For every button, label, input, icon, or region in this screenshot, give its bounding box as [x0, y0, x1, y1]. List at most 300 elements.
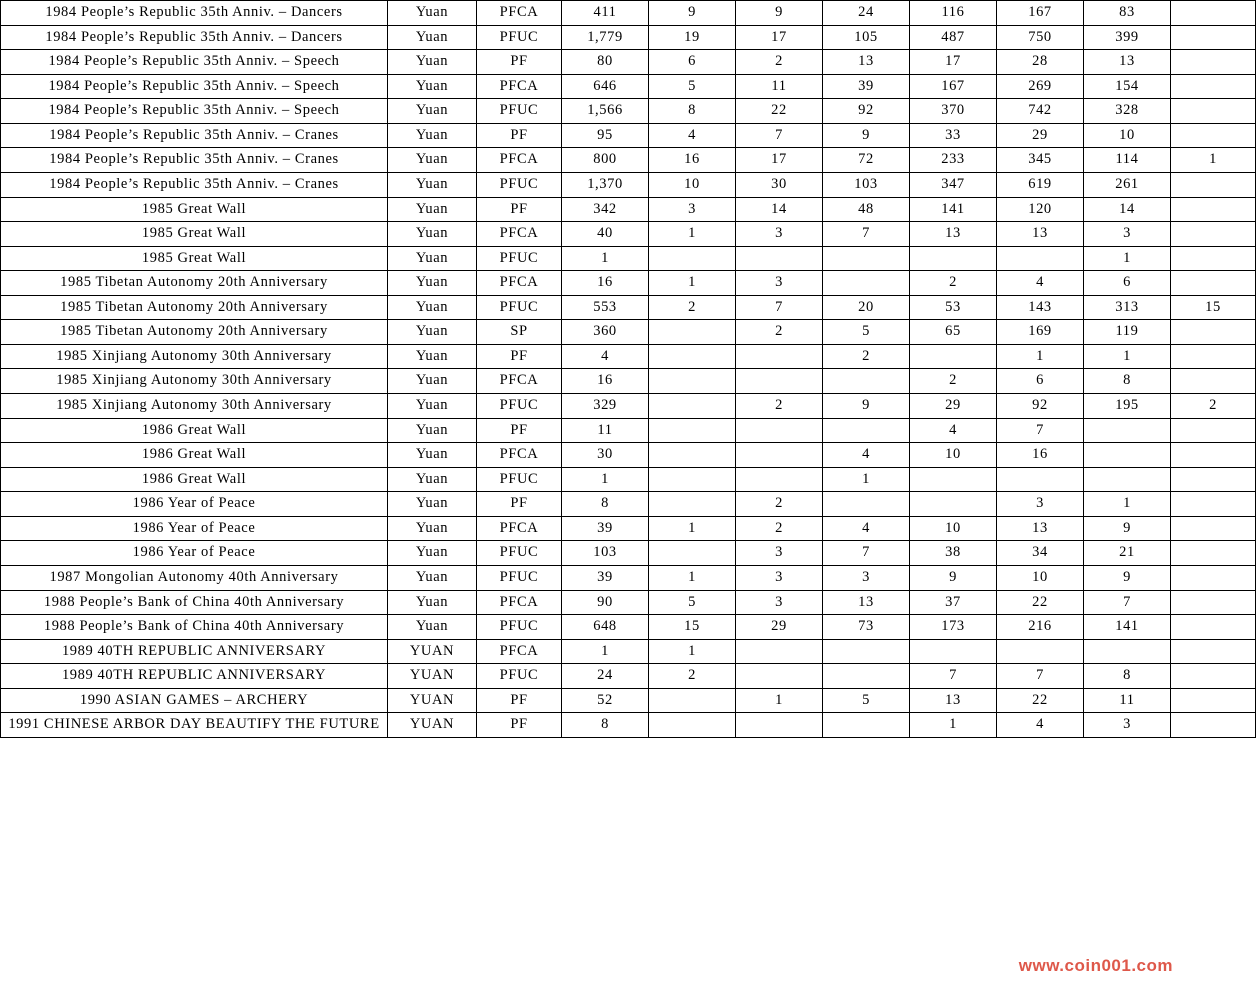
cell-name: 1985 Tibetan Autonomy 20th Anniversary [1, 271, 388, 296]
table-row [1, 271, 1256, 296]
cell-total: 39 [562, 565, 649, 590]
cell-col5: 619 [997, 172, 1084, 197]
cell-col6 [1084, 467, 1171, 492]
cell-total: 553 [562, 295, 649, 320]
cell-col7 [1171, 172, 1256, 197]
cell-denomination: Yuan [388, 320, 477, 345]
cell-col1 [649, 492, 736, 517]
cell-col2: 7 [736, 123, 823, 148]
table-row [1, 246, 1256, 271]
cell-col5: 34 [997, 541, 1084, 566]
cell-col6: 9 [1084, 516, 1171, 541]
cell-denomination: Yuan [388, 565, 477, 590]
cell-col4 [910, 344, 997, 369]
cell-denomination: Yuan [388, 418, 477, 443]
cell-col4: 233 [910, 148, 997, 173]
table-row [1, 639, 1256, 664]
table-row [1, 467, 1256, 492]
cell-grade: PFCA [477, 74, 562, 99]
table-row [1, 541, 1256, 566]
cell-col3: 105 [823, 25, 910, 50]
cell-total: 1,779 [562, 25, 649, 50]
cell-col7 [1171, 541, 1256, 566]
cell-col7 [1171, 344, 1256, 369]
cell-col5: 4 [997, 271, 1084, 296]
cell-col5: 167 [997, 1, 1084, 26]
cell-col1: 1 [649, 516, 736, 541]
cell-denomination: Yuan [388, 172, 477, 197]
cell-name: 1988 People’s Bank of China 40th Anniversary [1, 615, 388, 640]
cell-col6: 141 [1084, 615, 1171, 640]
cell-col2: 7 [736, 295, 823, 320]
cell-name: 1985 Great Wall [1, 197, 388, 222]
cell-col2: 2 [736, 320, 823, 345]
cell-name: 1984 People’s Republic 35th Anniv. – Speech [1, 99, 388, 124]
cell-name: 1988 People’s Bank of China 40th Anniversary [1, 590, 388, 615]
table-row [1, 713, 1256, 738]
cell-col3: 103 [823, 172, 910, 197]
cell-col2: 3 [736, 541, 823, 566]
cell-denomination: YUAN [388, 713, 477, 738]
cell-total: 360 [562, 320, 649, 345]
cell-col4: 487 [910, 25, 997, 50]
cell-grade: PFCA [477, 369, 562, 394]
cell-total: 11 [562, 418, 649, 443]
cell-name: 1986 Year of Peace [1, 516, 388, 541]
cell-col5: 10 [997, 565, 1084, 590]
cell-col1 [649, 418, 736, 443]
cell-col2 [736, 664, 823, 689]
cell-col7 [1171, 369, 1256, 394]
cell-denomination: YUAN [388, 664, 477, 689]
cell-col5: 22 [997, 590, 1084, 615]
cell-col3: 92 [823, 99, 910, 124]
cell-total: 800 [562, 148, 649, 173]
cell-col4: 65 [910, 320, 997, 345]
table-row [1, 344, 1256, 369]
cell-col1 [649, 320, 736, 345]
cell-denomination: Yuan [388, 222, 477, 247]
cell-col7 [1171, 271, 1256, 296]
cell-total: 16 [562, 369, 649, 394]
cell-name: 1985 Great Wall [1, 246, 388, 271]
cell-col4: 370 [910, 99, 997, 124]
cell-col4: 9 [910, 565, 997, 590]
cell-grade: PFUC [477, 99, 562, 124]
cell-col6: 3 [1084, 713, 1171, 738]
cell-total: 80 [562, 50, 649, 75]
cell-grade: SP [477, 320, 562, 345]
cell-col3: 24 [823, 1, 910, 26]
cell-col7 [1171, 467, 1256, 492]
cell-total: 329 [562, 394, 649, 419]
table-row [1, 1, 1256, 26]
cell-col3: 72 [823, 148, 910, 173]
cell-col4: 29 [910, 394, 997, 419]
cell-col4: 116 [910, 1, 997, 26]
cell-denomination: Yuan [388, 1, 477, 26]
cell-grade: PF [477, 418, 562, 443]
cell-col3 [823, 664, 910, 689]
cell-col1: 5 [649, 590, 736, 615]
cell-denomination: Yuan [388, 50, 477, 75]
cell-col1: 16 [649, 148, 736, 173]
cell-col5: 28 [997, 50, 1084, 75]
cell-name: 1984 People’s Republic 35th Anniv. – Dancers [1, 1, 388, 26]
cell-total: 52 [562, 688, 649, 713]
table-row [1, 99, 1256, 124]
cell-col1 [649, 394, 736, 419]
cell-denomination: Yuan [388, 394, 477, 419]
cell-col5: 16 [997, 443, 1084, 468]
cell-total: 103 [562, 541, 649, 566]
cell-denomination: Yuan [388, 99, 477, 124]
cell-col7 [1171, 664, 1256, 689]
cell-col3: 20 [823, 295, 910, 320]
cell-col4: 7 [910, 664, 997, 689]
cell-total: 4 [562, 344, 649, 369]
cell-total: 342 [562, 197, 649, 222]
cell-col2 [736, 467, 823, 492]
cell-total: 90 [562, 590, 649, 615]
cell-col1: 1 [649, 222, 736, 247]
cell-grade: PFCA [477, 222, 562, 247]
cell-col7 [1171, 443, 1256, 468]
cell-grade: PFUC [477, 615, 562, 640]
cell-denomination: Yuan [388, 25, 477, 50]
table-row [1, 615, 1256, 640]
table-row [1, 320, 1256, 345]
table-row [1, 197, 1256, 222]
cell-col3: 5 [823, 320, 910, 345]
cell-col3 [823, 246, 910, 271]
cell-col6: 1 [1084, 492, 1171, 517]
cell-grade: PFCA [477, 148, 562, 173]
cell-name: 1984 People’s Republic 35th Anniv. – Speech [1, 74, 388, 99]
cell-col7 [1171, 50, 1256, 75]
cell-col4 [910, 467, 997, 492]
cell-col2 [736, 246, 823, 271]
cell-col3: 13 [823, 590, 910, 615]
cell-col6: 114 [1084, 148, 1171, 173]
cell-col4: 13 [910, 688, 997, 713]
cell-col6: 313 [1084, 295, 1171, 320]
cell-total: 648 [562, 615, 649, 640]
cell-col3: 2 [823, 344, 910, 369]
table-row [1, 688, 1256, 713]
cell-name: 1989 40TH REPUBLIC ANNIVERSARY [1, 664, 388, 689]
cell-grade: PFCA [477, 271, 562, 296]
cell-col4: 167 [910, 74, 997, 99]
cell-col3 [823, 492, 910, 517]
cell-col1: 1 [649, 565, 736, 590]
cell-col4: 38 [910, 541, 997, 566]
cell-grade: PFUC [477, 664, 562, 689]
cell-col4: 347 [910, 172, 997, 197]
cell-col2: 1 [736, 688, 823, 713]
cell-col3: 4 [823, 516, 910, 541]
cell-col5: 4 [997, 713, 1084, 738]
cell-col3 [823, 713, 910, 738]
cell-col5: 13 [997, 222, 1084, 247]
cell-col2: 22 [736, 99, 823, 124]
cell-grade: PFCA [477, 443, 562, 468]
cell-col1 [649, 246, 736, 271]
table-row [1, 148, 1256, 173]
cell-col4: 141 [910, 197, 997, 222]
cell-col2 [736, 418, 823, 443]
cell-name: 1985 Great Wall [1, 222, 388, 247]
cell-col3: 9 [823, 394, 910, 419]
cell-denomination: Yuan [388, 197, 477, 222]
cell-col4: 13 [910, 222, 997, 247]
cell-grade: PF [477, 50, 562, 75]
cell-col1: 2 [649, 295, 736, 320]
cell-col1: 19 [649, 25, 736, 50]
cell-col5: 92 [997, 394, 1084, 419]
table-row [1, 50, 1256, 75]
cell-name: 1987 Mongolian Autonomy 40th Anniversary [1, 565, 388, 590]
cell-col6: 8 [1084, 664, 1171, 689]
cell-col1: 1 [649, 639, 736, 664]
cell-col2: 3 [736, 565, 823, 590]
cell-col7 [1171, 197, 1256, 222]
cell-col5: 120 [997, 197, 1084, 222]
cell-denomination: Yuan [388, 74, 477, 99]
cell-col4 [910, 246, 997, 271]
table-row [1, 516, 1256, 541]
cell-name: 1990 ASIAN GAMES – ARCHERY [1, 688, 388, 713]
cell-name: 1986 Year of Peace [1, 492, 388, 517]
cell-name: 1986 Great Wall [1, 443, 388, 468]
cell-grade: PFUC [477, 565, 562, 590]
cell-col2: 3 [736, 271, 823, 296]
cell-col7 [1171, 123, 1256, 148]
cell-col7 [1171, 615, 1256, 640]
cell-col5 [997, 246, 1084, 271]
cell-col7 [1171, 74, 1256, 99]
cell-col7 [1171, 639, 1256, 664]
cell-name: 1986 Great Wall [1, 467, 388, 492]
cell-col3: 5 [823, 688, 910, 713]
cell-col5: 29 [997, 123, 1084, 148]
cell-col2: 11 [736, 74, 823, 99]
cell-total: 95 [562, 123, 649, 148]
table-row [1, 418, 1256, 443]
cell-col2: 2 [736, 492, 823, 517]
cell-denomination: Yuan [388, 590, 477, 615]
cell-total: 1,370 [562, 172, 649, 197]
cell-total: 8 [562, 492, 649, 517]
cell-col4: 2 [910, 271, 997, 296]
cell-name: 1985 Tibetan Autonomy 20th Anniversary [1, 320, 388, 345]
cell-col1: 8 [649, 99, 736, 124]
cell-col6: 83 [1084, 1, 1171, 26]
cell-col2: 9 [736, 1, 823, 26]
cell-col5: 13 [997, 516, 1084, 541]
cell-col5: 1 [997, 344, 1084, 369]
cell-col5: 345 [997, 148, 1084, 173]
table-row [1, 369, 1256, 394]
cell-col1 [649, 344, 736, 369]
table-row [1, 123, 1256, 148]
cell-col2 [736, 639, 823, 664]
cell-col6: 8 [1084, 369, 1171, 394]
cell-col5: 7 [997, 418, 1084, 443]
cell-col4: 4 [910, 418, 997, 443]
cell-col2 [736, 443, 823, 468]
cell-total: 30 [562, 443, 649, 468]
cell-col7 [1171, 492, 1256, 517]
cell-col2: 29 [736, 615, 823, 640]
cell-grade: PFUC [477, 246, 562, 271]
cell-col2: 30 [736, 172, 823, 197]
cell-col4: 173 [910, 615, 997, 640]
cell-name: 1986 Year of Peace [1, 541, 388, 566]
cell-denomination: Yuan [388, 615, 477, 640]
cell-total: 411 [562, 1, 649, 26]
cell-total: 1 [562, 639, 649, 664]
cell-name: 1984 People’s Republic 35th Anniv. – Speech [1, 50, 388, 75]
cell-col7 [1171, 418, 1256, 443]
cell-col6: 1 [1084, 344, 1171, 369]
cell-col6: 9 [1084, 565, 1171, 590]
cell-col7 [1171, 713, 1256, 738]
cell-col6: 7 [1084, 590, 1171, 615]
table-row [1, 443, 1256, 468]
cell-grade: PFUC [477, 295, 562, 320]
cell-total: 40 [562, 222, 649, 247]
cell-col2 [736, 369, 823, 394]
cell-col7 [1171, 246, 1256, 271]
table-row [1, 492, 1256, 517]
cell-denomination: Yuan [388, 246, 477, 271]
cell-col6 [1084, 639, 1171, 664]
cell-col6 [1084, 443, 1171, 468]
cell-name: 1985 Xinjiang Autonomy 30th Anniversary [1, 369, 388, 394]
cell-grade: PF [477, 344, 562, 369]
cell-col7: 15 [1171, 295, 1256, 320]
cell-col1 [649, 688, 736, 713]
cell-col6: 10 [1084, 123, 1171, 148]
cell-total: 1 [562, 246, 649, 271]
cell-col7: 1 [1171, 148, 1256, 173]
cell-total: 1 [562, 467, 649, 492]
cell-denomination: Yuan [388, 467, 477, 492]
cell-grade: PF [477, 123, 562, 148]
cell-col1: 3 [649, 197, 736, 222]
cell-col3: 39 [823, 74, 910, 99]
cell-col1 [649, 467, 736, 492]
cell-col3 [823, 271, 910, 296]
cell-total: 1,566 [562, 99, 649, 124]
cell-denomination: Yuan [388, 492, 477, 517]
cell-col6: 328 [1084, 99, 1171, 124]
cell-col7 [1171, 516, 1256, 541]
cell-grade: PF [477, 713, 562, 738]
cell-col6: 195 [1084, 394, 1171, 419]
cell-col1 [649, 541, 736, 566]
table-row [1, 222, 1256, 247]
cell-denomination: Yuan [388, 123, 477, 148]
cell-col1 [649, 369, 736, 394]
cell-col6: 1 [1084, 246, 1171, 271]
cell-col3 [823, 369, 910, 394]
cell-col1: 4 [649, 123, 736, 148]
cell-grade: PFUC [477, 25, 562, 50]
table-row [1, 664, 1256, 689]
cell-col7 [1171, 25, 1256, 50]
cell-col7 [1171, 565, 1256, 590]
cell-denomination: Yuan [388, 443, 477, 468]
cell-col2: 2 [736, 516, 823, 541]
cell-total: 646 [562, 74, 649, 99]
cell-col3: 48 [823, 197, 910, 222]
cell-col4: 33 [910, 123, 997, 148]
cell-col1: 2 [649, 664, 736, 689]
cell-col2: 14 [736, 197, 823, 222]
cell-col3: 73 [823, 615, 910, 640]
cell-col1: 6 [649, 50, 736, 75]
table-row [1, 295, 1256, 320]
cell-total: 16 [562, 271, 649, 296]
cell-col1: 9 [649, 1, 736, 26]
cell-col5 [997, 639, 1084, 664]
cell-col5: 143 [997, 295, 1084, 320]
cell-col3 [823, 639, 910, 664]
cell-col3: 7 [823, 541, 910, 566]
cell-col2: 2 [736, 394, 823, 419]
cell-name: 1984 People’s Republic 35th Anniv. – Cranes [1, 172, 388, 197]
cell-col5 [997, 467, 1084, 492]
cell-name: 1984 People’s Republic 35th Anniv. – Cranes [1, 123, 388, 148]
cell-col3: 9 [823, 123, 910, 148]
cell-col6: 6 [1084, 271, 1171, 296]
watermark-text: www.coin001.com [1018, 956, 1173, 975]
cell-col2: 2 [736, 50, 823, 75]
cell-grade: PFCA [477, 1, 562, 26]
cell-name: 1985 Xinjiang Autonomy 30th Anniversary [1, 394, 388, 419]
cell-col3: 3 [823, 565, 910, 590]
cell-col6: 11 [1084, 688, 1171, 713]
cell-grade: PFUC [477, 394, 562, 419]
cell-grade: PFCA [477, 590, 562, 615]
cell-denomination: Yuan [388, 369, 477, 394]
cell-col5: 742 [997, 99, 1084, 124]
cell-grade: PF [477, 688, 562, 713]
cell-col2: 3 [736, 222, 823, 247]
cell-col4 [910, 492, 997, 517]
cell-denomination: YUAN [388, 688, 477, 713]
cell-denomination: Yuan [388, 148, 477, 173]
cell-name: 1985 Xinjiang Autonomy 30th Anniversary [1, 344, 388, 369]
cell-grade: PFUC [477, 541, 562, 566]
cell-col5: 7 [997, 664, 1084, 689]
cell-col4: 10 [910, 516, 997, 541]
cell-col7: 2 [1171, 394, 1256, 419]
cell-col2: 17 [736, 25, 823, 50]
cell-denomination: Yuan [388, 271, 477, 296]
cell-grade: PFUC [477, 467, 562, 492]
cell-col5: 269 [997, 74, 1084, 99]
cell-total: 24 [562, 664, 649, 689]
cell-total: 8 [562, 713, 649, 738]
cell-grade: PF [477, 492, 562, 517]
cell-col2: 17 [736, 148, 823, 173]
cell-grade: PF [477, 197, 562, 222]
cell-col1 [649, 443, 736, 468]
table-body [1, 1, 1256, 738]
